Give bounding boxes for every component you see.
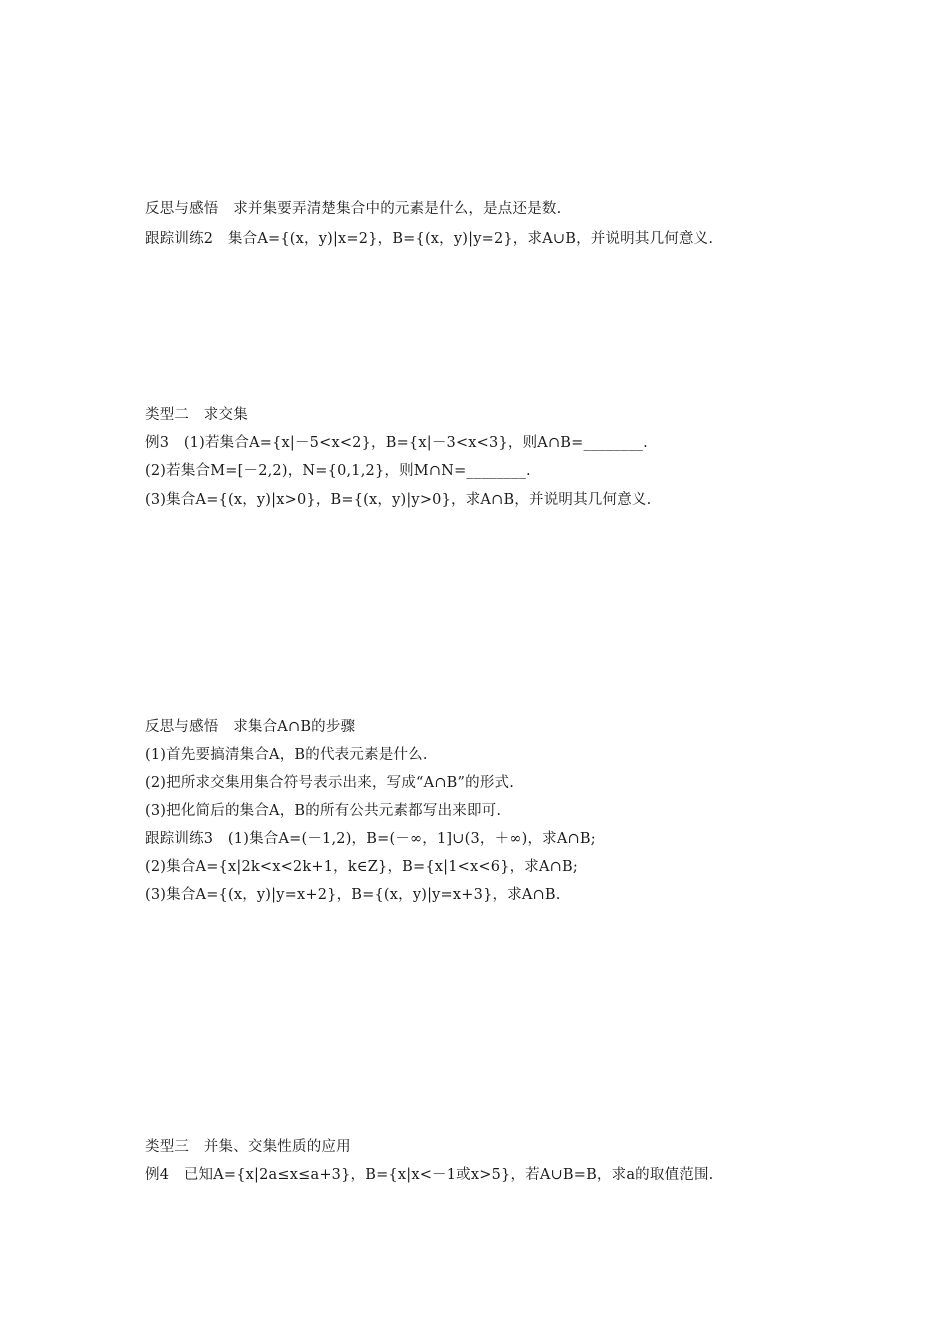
reflection-2-step-1: (1)首先要搞清集合A，B的代表元素是什么.: [145, 747, 428, 763]
reflection-2-step-2: (2)把所求交集用集合符号表示出来，写成“A∩B”的形式.: [145, 775, 515, 791]
example-4: 例4 已知A={x|2a≤x≤a+3}，B={x|x<－1或x>5}，若A∪B=B，求a的取值范围.: [145, 1167, 714, 1183]
example-3-part-3: (3)集合A={(x，y)|x>0}，B={(x，y)|y>0}，求A∩B，并说明其几何意义.: [145, 492, 652, 508]
reflection-2-step-3: (3)把化简后的集合A，B的所有公共元素都写出来即可.: [145, 803, 502, 819]
tracking-exercise-2: 跟踪训练2 集合A={(x，y)|x=2}，B={(x，y)|y=2}，求A∪B，并说明其几何意义.: [145, 231, 714, 247]
example-3-part-2: (2)若集合M=[－2,2)，N={0,1,2}，则M∩N=________.: [145, 463, 531, 479]
example-3-part-1: 例3 (1)若集合A={x|－5<x<2}，B={x|－3<x<3}，则A∩B=________.: [145, 435, 648, 451]
tracking-exercise-3-part-3: (3)集合A={(x，y)|y=x+2}，B={(x，y)|y=x+3}，求A∩B.: [145, 887, 561, 903]
section-type-3-heading: 类型三 并集、交集性质的应用: [145, 1139, 351, 1155]
tracking-exercise-3-part-2: (2)集合A={x|2k<x<2k+1，k∈Z}，B={x|1<x<6}，求A∩B;: [145, 859, 578, 875]
tracking-exercise-3-part-1: 跟踪训练3 (1)集合A=(－1,2)，B=(－∞，1]∪(3，＋∞)，求A∩B;: [145, 831, 596, 847]
reflection-1: 反思与感悟 求并集要弄清楚集合中的元素是什么，是点还是数.: [145, 201, 562, 217]
reflection-2-heading: 反思与感悟 求集合A∩B的步骤: [145, 719, 356, 735]
section-type-2-heading: 类型二 求交集: [145, 407, 248, 423]
